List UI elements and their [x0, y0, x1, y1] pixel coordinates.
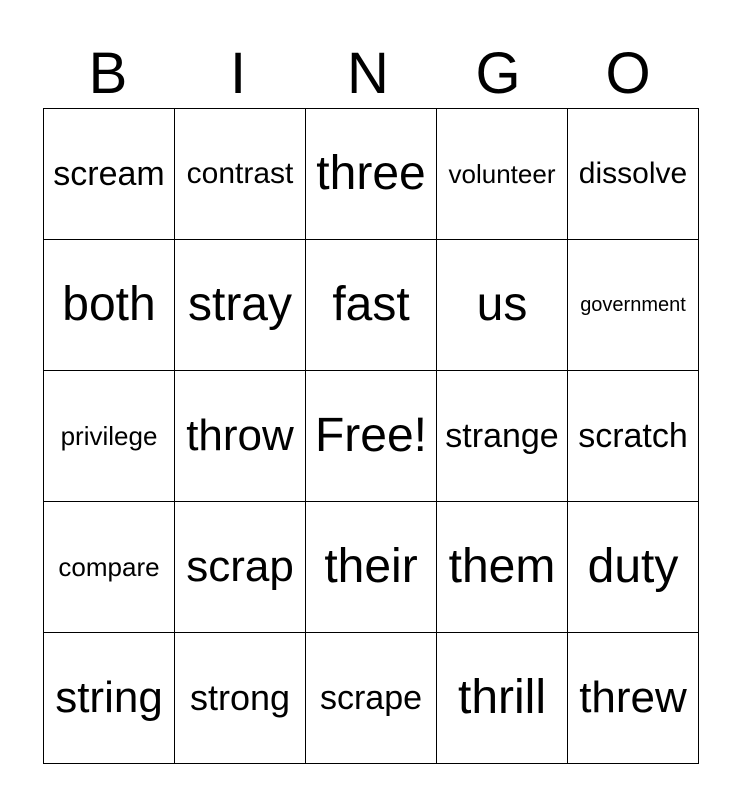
bingo-cell[interactable]: scrap [175, 502, 306, 633]
board-row-4 [44, 502, 699, 633]
bingo-cell[interactable]: both [44, 240, 175, 371]
free-space-cell[interactable]: Free! [306, 371, 437, 502]
bingo-header [43, 40, 693, 108]
bingo-cell[interactable]: thrill [437, 633, 568, 764]
bingo-cell[interactable]: throw [175, 371, 306, 502]
bingo-board [43, 108, 699, 764]
bingo-cell[interactable]: us [437, 240, 568, 371]
bingo-cell[interactable]: volunteer [437, 109, 568, 240]
bingo-cell[interactable]: scream [44, 109, 175, 240]
bingo-cell[interactable]: string [44, 633, 175, 764]
bingo-cell[interactable]: compare [44, 502, 175, 633]
header-letter-n: N [347, 41, 389, 106]
bingo-cell[interactable]: scrape [306, 633, 437, 764]
header-letter-b: B [88, 41, 128, 106]
bingo-cell[interactable]: three [306, 109, 437, 240]
board-row-3 [44, 371, 699, 502]
board-row-5 [44, 633, 699, 764]
bingo-cell[interactable]: their [306, 502, 437, 633]
bingo-cell[interactable]: dissolve [568, 109, 699, 240]
header-letter-i: I [229, 41, 247, 106]
bingo-cell[interactable]: duty [568, 502, 699, 633]
bingo-cell[interactable]: stray [175, 240, 306, 371]
board-row-1 [44, 109, 699, 240]
bingo-cell[interactable]: threw [568, 633, 699, 764]
bingo-cell[interactable]: them [437, 502, 568, 633]
bingo-cell[interactable]: fast [306, 240, 437, 371]
bingo-cell[interactable]: contrast [175, 109, 306, 240]
header-letter-g: G [475, 41, 521, 106]
bingo-cell[interactable]: strange [437, 371, 568, 502]
bingo-cell[interactable]: scratch [568, 371, 699, 502]
board-row-2 [44, 240, 699, 371]
header-letter-o: O [605, 41, 651, 106]
bingo-cell[interactable]: strong [175, 633, 306, 764]
bingo-cell[interactable]: privilege [44, 371, 175, 502]
bingo-cell[interactable]: government [568, 240, 699, 371]
